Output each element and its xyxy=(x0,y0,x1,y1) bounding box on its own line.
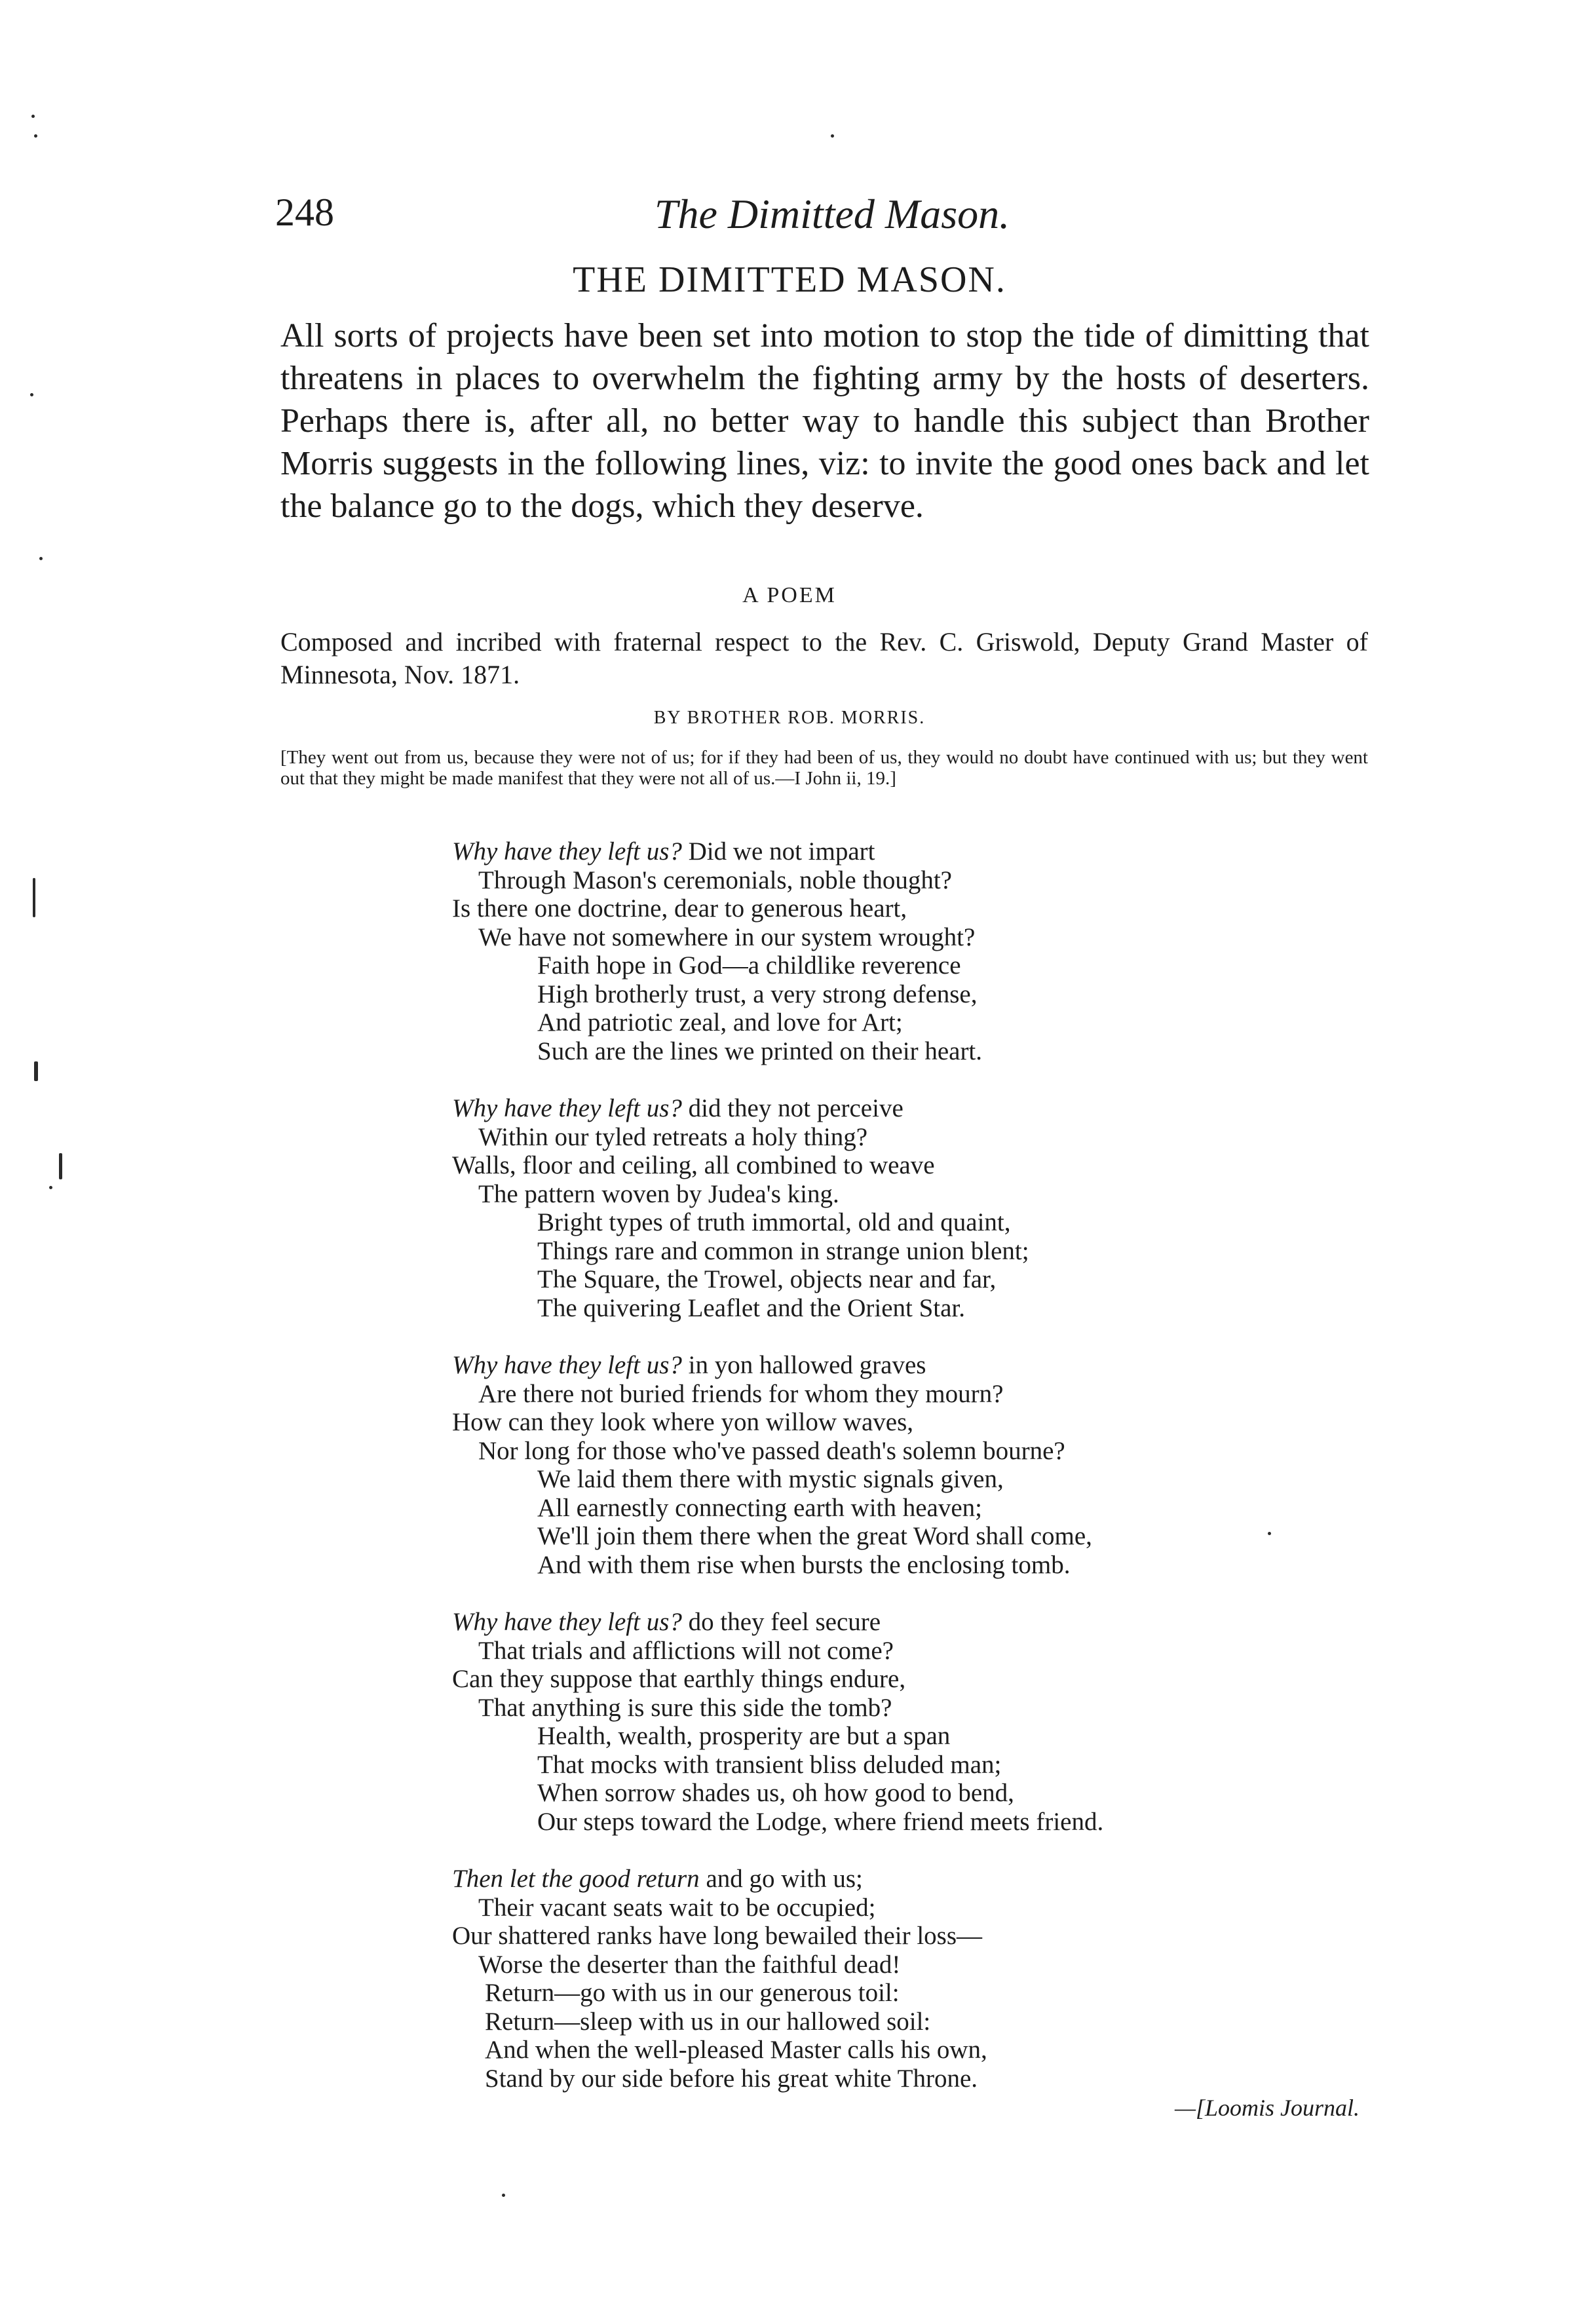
line-text: in yon hallowed graves xyxy=(688,1351,926,1379)
poem-line: Our shattered ranks have long bewailed their loss— xyxy=(452,1922,983,1950)
poem-line: High brotherly trust, a very strong defense, xyxy=(537,980,978,1008)
source-attribution: —[Loomis Journal. xyxy=(1174,2095,1360,2121)
line-text: did they not perceive xyxy=(688,1094,904,1122)
stanza-1 xyxy=(0,837,1579,1065)
poem-line: Things rare and common in strange union blent; xyxy=(537,1236,1029,1265)
scan-speck xyxy=(34,134,37,138)
line-text: do they feel secure xyxy=(688,1608,881,1636)
stanza-lead: Why have they left us? xyxy=(452,1608,682,1636)
poem-line: How can they look where yon willow waves, xyxy=(452,1408,913,1436)
poem-line: Health, wealth, prosperity are but a span xyxy=(537,1722,951,1750)
poem-line: The pattern woven by Judea's king. xyxy=(478,1179,839,1208)
running-title: The Dimitted Mason. xyxy=(654,191,1010,237)
stanza-lead: Why have they left us? xyxy=(452,837,682,866)
scan-speck xyxy=(59,1153,62,1179)
poem-line xyxy=(0,1865,1579,1894)
poem-line: And when the well-pleased Master calls his own, xyxy=(485,2036,987,2064)
poem-line: Can they suppose that earthly things endure, xyxy=(452,1665,906,1693)
poem-line: Faith hope in God—a childlike reverence xyxy=(537,951,961,980)
poem-line xyxy=(0,1351,1579,1380)
stanza-lead: Why have they left us? xyxy=(452,1094,682,1122)
running-head xyxy=(275,190,1389,249)
line-text: Did we not impart xyxy=(688,837,875,866)
poem-epigraph: [They went out from us, because they were not of us; for if they had been of us, they would no doubt have continued with us; but they went out that they might be made manifest that they were not all of us.—I John ii, 19.] xyxy=(280,747,1368,789)
poem-line xyxy=(0,1608,1579,1637)
poem-line: Worse the deserter than the faithful dead! xyxy=(478,1950,901,1979)
poem-line: Through Mason's ceremonials, noble thought? xyxy=(478,866,952,894)
poem-line: All earnestly connecting earth with heaven; xyxy=(537,1493,982,1522)
stanza-lead: Why have they left us? xyxy=(452,1351,682,1379)
stanza-3 xyxy=(0,1351,1579,1579)
poem-line: That mocks with transient bliss deluded man; xyxy=(537,1750,1002,1779)
poem-line: We'll join them there when the great Word shall come, xyxy=(537,1522,1092,1550)
scan-speck xyxy=(831,134,834,138)
poem-line: That trials and afflictions will not come? xyxy=(478,1636,894,1665)
poem-line: Walls, floor and ceiling, all combined to weave xyxy=(452,1151,935,1179)
scan-speck xyxy=(34,1061,38,1081)
poem-line: Return—go with us in our generous toil: xyxy=(485,1979,900,2007)
poem-line: Nor long for those who've passed death's solemn bourne? xyxy=(478,1436,1065,1465)
poem-line: Their vacant seats wait to be occupied; xyxy=(478,1893,876,1922)
poem-line: Within our tyled retreats a holy thing? xyxy=(478,1122,868,1151)
article-title: THE DIMITTED MASON. xyxy=(573,259,1006,300)
scan-speck xyxy=(30,393,33,396)
intro-paragraph: All sorts of projects have been set into motion to stop the tide of dimitting that threatens in places to overwhelm the fighting army by the hosts of deserters. Perhaps there is, after all, no better way to handle this subject than Brother Morris suggests in the following lines, viz: to invite the good ones back and let the balance go to the dogs, which they deserve. xyxy=(280,317,1369,525)
poem-byline: BY BROTHER ROB. MORRIS. xyxy=(653,708,926,728)
scan-speck xyxy=(31,115,35,118)
poem-line: Are there not buried friends for whom they mourn? xyxy=(478,1379,1004,1408)
poem-line: And with them rise when bursts the enclosing tomb. xyxy=(537,1550,1071,1579)
poem-line xyxy=(0,1094,1579,1123)
poem-dedication: Composed and incribed with fraternal respect to the Rev. C. Griswold, Deputy Grand Master of Minnesota, Nov. 1871. xyxy=(280,627,1368,689)
poem-line: And patriotic zeal, and love for Art; xyxy=(537,1008,903,1037)
poem-line: Stand by our side before his great white Throne. xyxy=(485,2064,978,2093)
stanza-4 xyxy=(0,1608,1579,1836)
poem-line: That anything is sure this side the tomb? xyxy=(478,1693,892,1722)
scan-speck xyxy=(502,2194,505,2197)
poem-line: Such are the lines we printed on their heart. xyxy=(537,1037,983,1065)
poem-line: We laid them there with mystic signals given, xyxy=(537,1465,1004,1493)
poem-line xyxy=(0,837,1579,866)
poem-heading: A POEM xyxy=(742,583,837,607)
line-text: and go with us; xyxy=(706,1865,863,1893)
poem-line: Our steps toward the Lodge, where friend meets friend. xyxy=(537,1807,1104,1836)
poem-body xyxy=(0,837,1579,2122)
stanza-2 xyxy=(0,1094,1579,1322)
scan-speck xyxy=(39,557,43,560)
poem-line: We have not somewhere in our system wrought? xyxy=(478,923,976,951)
poem-line: The quivering Leaflet and the Orient Star. xyxy=(537,1293,966,1322)
poem-line: Bright types of truth immortal, old and quaint, xyxy=(537,1208,1011,1236)
poem-line: Is there one doctrine, dear to generous heart, xyxy=(452,894,907,923)
scan-speck xyxy=(1268,1532,1271,1535)
poem-line: When sorrow shades us, oh how good to bend, xyxy=(537,1779,1014,1807)
stanza-5 xyxy=(0,1865,1579,2093)
stanza-lead: Then let the good return xyxy=(452,1865,700,1893)
poem-line: The Square, the Trowel, objects near and far, xyxy=(537,1265,997,1293)
page-number: 248 xyxy=(275,191,334,234)
poem-line: Return—sleep with us in our hallowed soil: xyxy=(485,2007,931,2036)
scan-speck xyxy=(33,878,35,917)
scan-speck xyxy=(49,1186,52,1189)
